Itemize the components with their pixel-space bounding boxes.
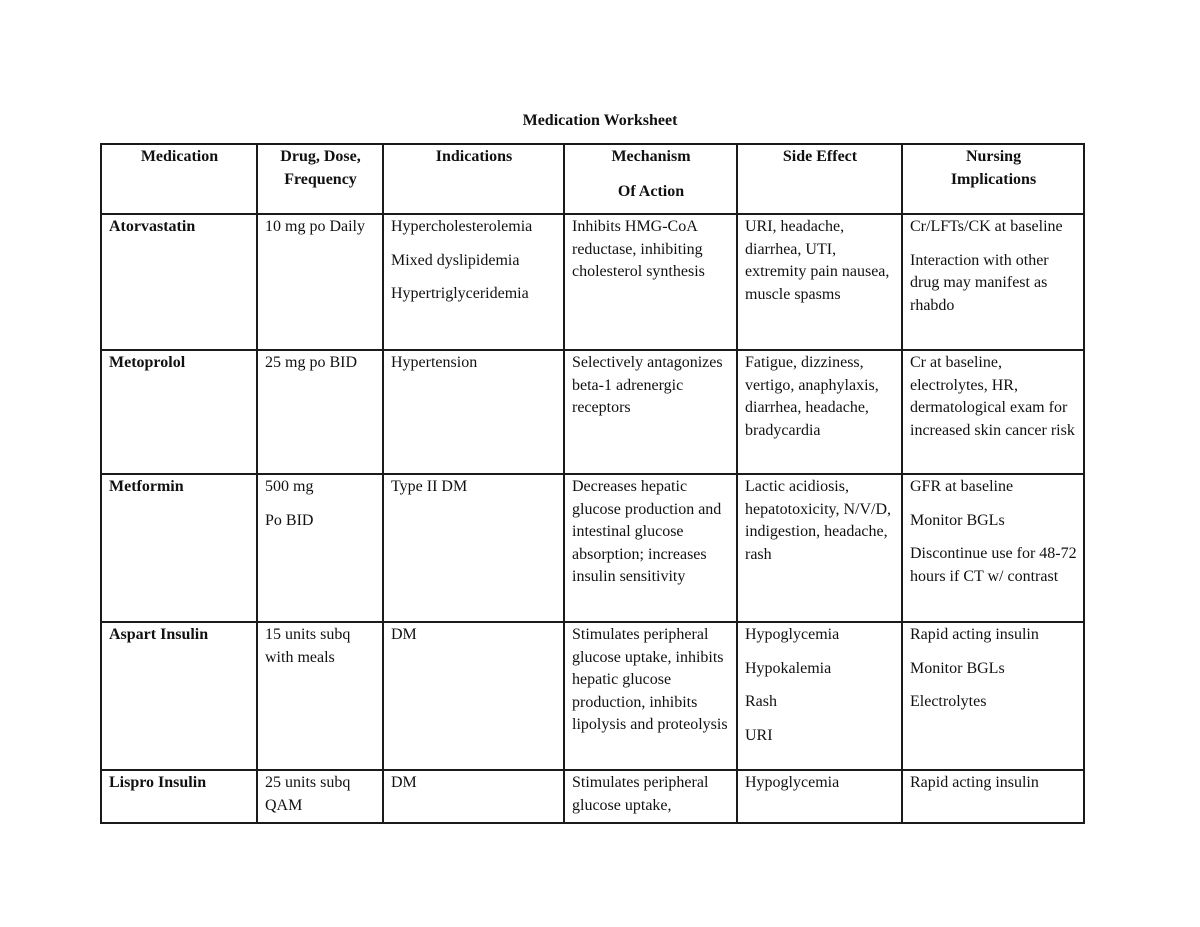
dose-text: 10 mg po Daily [265, 218, 365, 235]
dose-cell [257, 622, 383, 770]
cell-clip [391, 772, 557, 816]
dose-text: Po BID [265, 511, 314, 529]
mechanism-text: Stimulates peripheral glucose uptake, inhibits hepatic glucose production, inhibits lipolysis and proteolysis [572, 626, 728, 733]
side-effect-text: URI, headache, diarrhea, UTI, extremity pain nausea, muscle spasms [745, 218, 890, 303]
nursing-cell [902, 350, 1084, 474]
nursing-item: Interaction with other drug may manifest as rhabdo [910, 251, 1049, 314]
medication-name: Metformin [109, 478, 184, 495]
side-effect-text: Lactic acidiosis, hepatotoxicity, N/V/D, indigestion, headache, rash [745, 478, 892, 563]
header-drug-dose-frequency [257, 144, 383, 214]
mechanism-cell [564, 214, 737, 350]
indication-item: Mixed dyslipidemia [391, 251, 520, 269]
side-effect-cell [737, 622, 902, 770]
dose-cell [257, 770, 383, 823]
nursing-cell [902, 770, 1084, 823]
table-row-aspart-insulin [101, 622, 1084, 770]
header-frequency-label: Frequency [284, 170, 357, 188]
dose-text: 500 mg [265, 478, 314, 495]
table-row-metoprolol [101, 350, 1084, 474]
indication-item: DM [391, 774, 417, 791]
side-effect-item: Rash [745, 693, 777, 710]
dose-text: 25 mg po BID [265, 354, 357, 371]
medication-name: Lispro Insulin [109, 774, 207, 791]
table-row-lispro-insulin [101, 770, 1084, 823]
mechanism-text: Stimulates peripheral glucose uptake, [572, 774, 709, 814]
indications-cell [383, 474, 564, 622]
medication-cell [101, 474, 257, 622]
side-effect-cell [737, 214, 902, 350]
table-header-row [101, 144, 1084, 214]
indications-cell [383, 622, 564, 770]
nursing-item: Rapid acting insulin [910, 774, 1039, 791]
header-nursing-implications [902, 144, 1084, 214]
medication-name: Atorvastatin [109, 218, 196, 235]
header-medication-label: Medication [140, 148, 219, 165]
indications-cell [383, 770, 564, 823]
side-effect-item: Hypoglycemia [745, 626, 840, 643]
mechanism-text: Decreases hepatic glucose production and intestinal glucose absorption; increases insulin sensitivity [572, 478, 722, 585]
nursing-item: GFR at baseline [910, 478, 1014, 495]
dose-cell [257, 474, 383, 622]
nursing-cell [902, 622, 1084, 770]
nursing-item: Monitor BGLs [910, 659, 1005, 677]
nursing-item: Rapid acting insulin [910, 626, 1039, 643]
medication-name: Metoprolol [109, 354, 186, 371]
mechanism-cell [564, 474, 737, 622]
medication-name: Aspart Insulin [109, 626, 209, 643]
side-effect-cell [737, 350, 902, 474]
indication-item: Hypercholesterolemia [391, 218, 533, 235]
mechanism-text: Inhibits HMG-CoA reductase, inhibiting cholesterol synthesis [572, 218, 705, 280]
nursing-item: Discontinue use for 48-72 hours if CT w/ contrast [910, 545, 1077, 585]
medication-cell [101, 350, 257, 474]
indication-item: DM [391, 626, 417, 643]
header-implications-label: Implications [950, 170, 1037, 188]
dose-cell [257, 350, 383, 474]
header-side-effect-label: Side Effect [782, 148, 858, 165]
indication-item: Type II DM [391, 478, 468, 495]
nursing-item: Electrolytes [910, 693, 987, 710]
dose-text: 25 units subq QAM [265, 774, 351, 814]
medication-table [100, 143, 1085, 824]
header-side-effect [737, 144, 902, 214]
side-effect-text: Fatigue, dizziness, vertigo, anaphylaxis, diarrhea, headache, bradycardia [745, 354, 879, 439]
mechanism-cell [564, 622, 737, 770]
side-effect-item: Hypoglycemia [745, 774, 840, 791]
side-effect-item: URI [745, 726, 773, 744]
nursing-cell [902, 474, 1084, 622]
header-indications-label: Indications [435, 148, 513, 165]
mechanism-text: Selectively antagonizes beta-1 adrenergic receptors [572, 354, 723, 416]
indication-item: Hypertension [391, 354, 478, 371]
nursing-cell [902, 214, 1084, 350]
mechanism-cell [564, 350, 737, 474]
medication-cell [101, 770, 257, 823]
side-effect-item: Hypokalemia [745, 659, 832, 677]
side-effect-cell [737, 474, 902, 622]
cell-clip [572, 772, 730, 816]
header-mechanism-of-action [564, 144, 737, 214]
indications-cell [383, 214, 564, 350]
header-nursing-label: Nursing [965, 148, 1022, 165]
header-indications [383, 144, 564, 214]
nursing-item: Cr at baseline, electrolytes, HR, dermatological exam for increased skin cancer risk [910, 354, 1075, 439]
mechanism-cell [564, 770, 737, 823]
cell-clip [910, 772, 1077, 816]
header-drug-dose-label: Drug, Dose, [280, 148, 361, 165]
table-row-metformin [101, 474, 1084, 622]
indication-item: Hypertriglyceridemia [391, 285, 529, 302]
worksheet-title: Medication Worksheet [522, 112, 678, 129]
cell-clip [109, 772, 250, 816]
dose-text: 15 units subq with meals [265, 626, 351, 666]
header-mechanism-label: Mechanism [611, 148, 691, 165]
side-effect-cell [737, 770, 902, 823]
cell-clip [745, 772, 895, 816]
table-row-atorvastatin [101, 214, 1084, 350]
medication-cell [101, 622, 257, 770]
indications-cell [383, 350, 564, 474]
nursing-item: Cr/LFTs/CK at baseline [910, 218, 1063, 235]
medication-cell [101, 214, 257, 350]
header-of-action-label: Of Action [617, 182, 685, 200]
cell-clip [265, 772, 376, 816]
nursing-item: Monitor BGLs [910, 511, 1005, 529]
header-medication [101, 144, 257, 214]
dose-cell [257, 214, 383, 350]
